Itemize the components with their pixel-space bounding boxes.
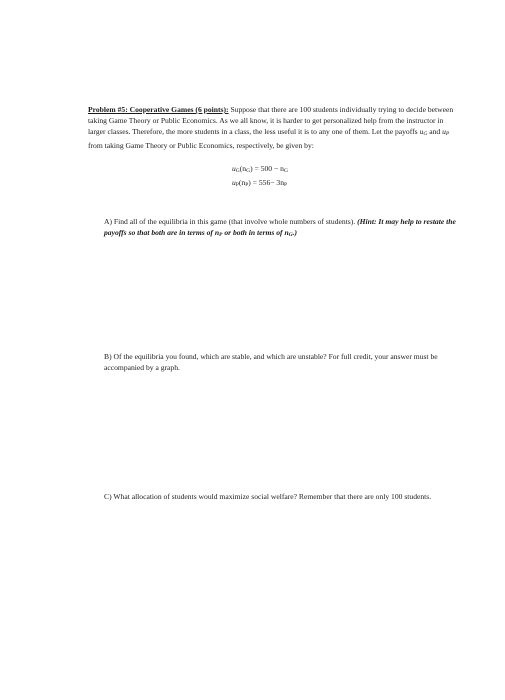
equation-public-econ [232,177,288,191]
payoff-var-game-theory-sub: G [423,131,428,137]
payoff-var-public-econ [442,127,449,136]
question-b-text: Of the equilibria you found, which are stable, and which are unstable? For full credit, your answer must be accompanied by a graph. [104,352,438,372]
eq1-lhs-sub: G [235,168,240,174]
eq1-arg-sub: G [246,168,251,174]
eq2-arg-sub: P [245,182,249,188]
intro-text-2: from taking Game Theory or Public Economics, respectively, be given by: [88,141,314,150]
problem-intro [88,104,460,151]
eq1-lhs: u [232,164,236,173]
hint-part-2: or both in terms of n [222,228,289,237]
question-c-text: What allocation of students would maximize social welfare? Remember that there are only 100 students. [111,492,432,501]
eq2-arg: (n [238,178,246,187]
question-a-label: A) [104,217,113,226]
hint-part-3: .) [292,228,298,237]
equation-game-theory [232,163,288,177]
eq2-rhs-sub: P [284,182,288,188]
payoff-var-public-econ-sub: P [445,131,450,137]
hint-sub-2: G [288,232,293,238]
intro-text-1: Suppose that there are 100 students individually trying to decide between taking Game Theory or Public Economics. As we all know, it is harder to get personalized help from the instructor in larger classes. Therefore, the more students in a class, the less useful it is to any one of them. Let the payoffs [88,105,454,136]
payoff-var-game-theory-base: u [419,127,424,136]
question-b-label: B) [104,352,112,361]
question-c [104,491,460,502]
question-c-label: C) [104,492,112,501]
problem-heading: Problem #5: Cooperative Games (6 points): [88,105,229,114]
question-a-text: Find all of the equilibria in this game (that involve whole numbers of students). [112,217,358,226]
eq2-lhs: u [232,178,236,187]
eq1-rhs: ) = 500 − n [250,164,284,173]
payoff-var-public-econ-base: u [442,127,446,136]
hint-part-1: (Hint: It may help to restate the payoffs so that both are in terms of n [104,217,456,237]
eq1-rhs-sub: G [283,168,288,174]
eq2-rhs: ) = 556− 3n [248,178,285,187]
hint-sub-1: P [219,232,223,238]
question-a [104,216,460,241]
payoff-equations [232,163,288,191]
intro-and: and [427,127,443,136]
eq2-lhs-sub: P [235,182,239,188]
question-b [104,351,460,373]
eq1-arg: (n [239,164,247,173]
